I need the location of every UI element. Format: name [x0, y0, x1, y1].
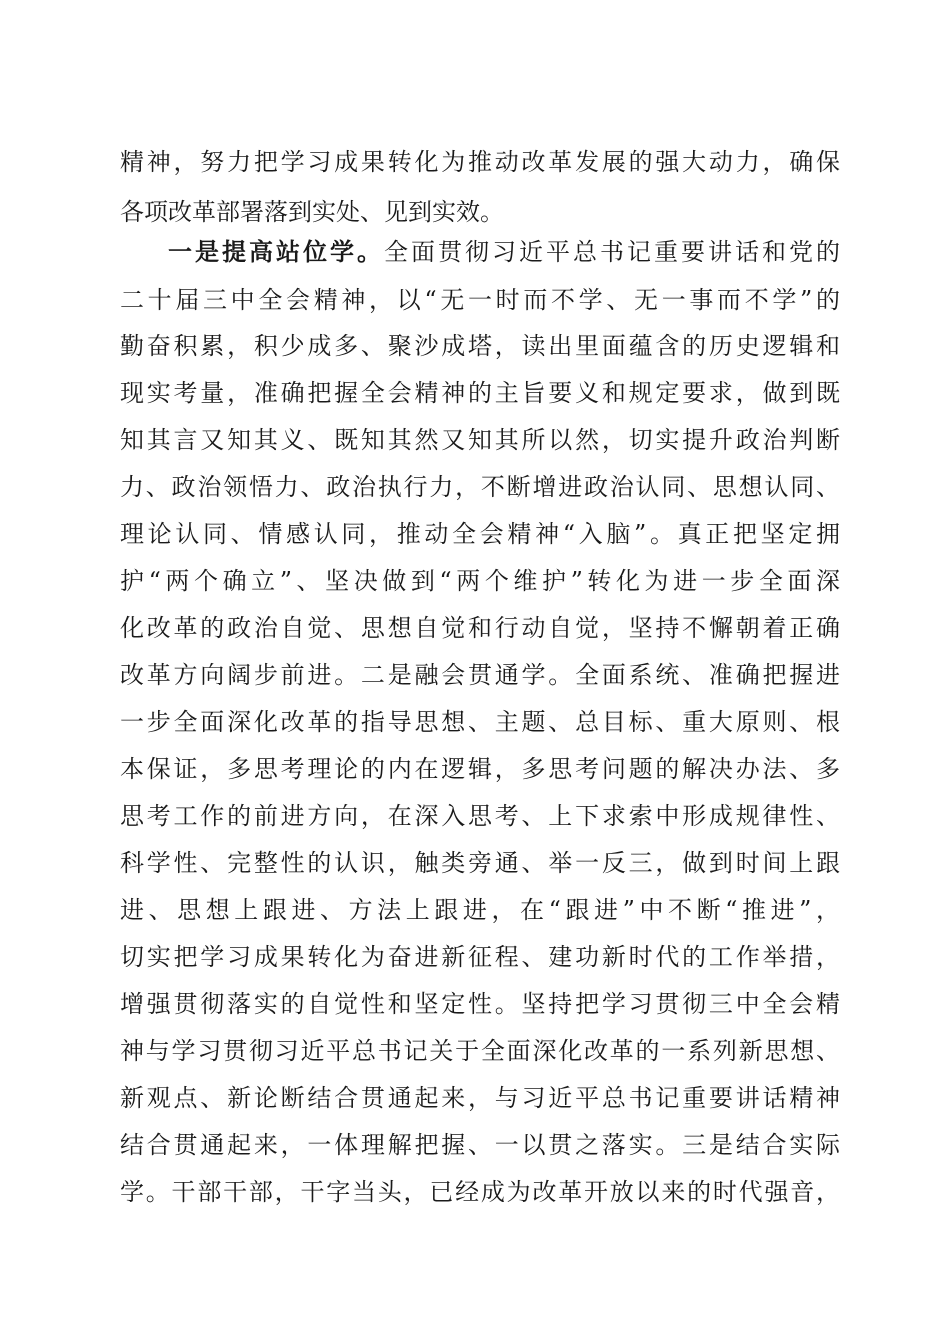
text-line: 理论认同、情感认同，推动全会精神“入脑”。真正把坚定拥	[120, 520, 840, 548]
text-line: 科学性、完整性的认识，触类旁通、举一反三，做到时间上跟	[120, 849, 840, 877]
text-line: 勤奋积累，积少成多、聚沙成塔，读出里面蕴含的历史逻辑和	[120, 332, 840, 360]
paragraph-first-line	[168, 232, 840, 272]
text-line: 学。干部干部，干字当头，已经成为改革开放以来的时代强音，	[120, 1178, 840, 1206]
text-line: 化改革的政治自觉、思想自觉和行动自觉，坚持不懈朝着正确	[120, 614, 840, 642]
text-line: 改革方向阔步前进。二是融会贯通学。全面系统、准确把握进	[120, 661, 840, 689]
text-line: 增强贯彻落实的自觉性和坚定性。坚持把学习贯彻三中全会精	[120, 990, 840, 1018]
text-line: 各项改革部署落到实处、见到实效。	[120, 198, 504, 226]
text-line: 神与学习贯彻习近平总书记关于全面深化改革的一系列新思想、	[120, 1037, 840, 1065]
text-line: 护“两个确立”、坚决做到“两个维护”转化为进一步全面深	[120, 567, 840, 595]
text-line: 思考工作的前进方向，在深入思考、上下求索中形成规律性、	[120, 802, 840, 830]
text-line: 现实考量，准确把握全会精神的主旨要义和规定要求，做到既	[120, 379, 840, 407]
text-line: 一步全面深化改革的指导思想、主题、总目标、重大原则、根	[120, 708, 840, 736]
text-line: 进、思想上跟进、方法上跟进，在“跟进”中不断“推进”，	[120, 896, 840, 924]
text-line: 切实把学习成果转化为奋进新征程、建功新时代的工作举措，	[120, 943, 840, 971]
text-line: 精神，努力把学习成果转化为推动改革发展的强大动力，确保	[120, 148, 840, 176]
text-line: 二十届三中全会精神，以“无一时而不学、无一事而不学”的	[120, 286, 840, 314]
text-run: 全面贯彻习近平总书记重要讲话和党的	[384, 238, 840, 266]
text-line: 知其言又知其义、既知其然又知其所以然，切实提升政治判断	[120, 426, 840, 454]
text-line: 本保证，多思考理论的内在逻辑，多思考问题的解决办法、多	[120, 755, 840, 783]
text-line: 新观点、新论断结合贯通起来，与习近平总书记重要讲话精神	[120, 1084, 840, 1112]
text-line: 力、政治领悟力、政治执行力，不断增进政治认同、思想认同、	[120, 473, 840, 501]
text-line: 结合贯通起来，一体理解把握、一以贯之落实。三是结合实际	[120, 1131, 840, 1159]
section-heading: 一是提高站位学。	[168, 237, 384, 266]
